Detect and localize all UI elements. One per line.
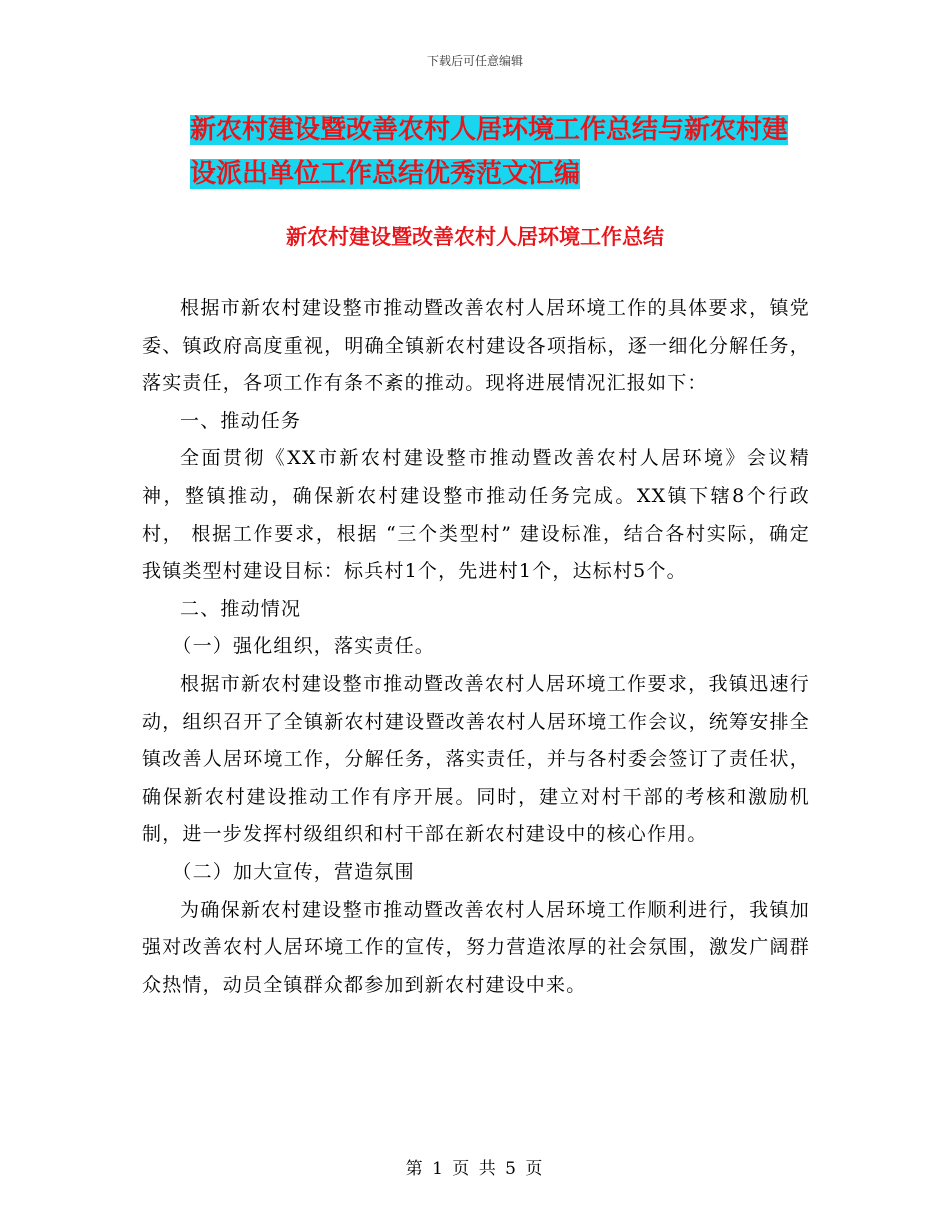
section-heading: 二、推动情况	[180, 597, 302, 620]
title-line-2: 设派出单位工作总结优秀范文汇编	[190, 159, 581, 189]
section-heading: 一、推动任务	[180, 409, 302, 432]
subsection-heading: （二）加大宣传，营造氛围	[172, 860, 415, 883]
subsection-heading: （一）强化组织，落实责任。	[172, 635, 435, 658]
section-title: 新农村建设暨改善农村人居环境工作总结	[286, 225, 664, 249]
page-footer: 第 1 页 共 5 页	[405, 1159, 545, 1179]
paragraph: 为确保新农村建设整市推动暨改善农村人居环境工作顺利进行，我镇加强对改善农村人居环境工作的宣传，努力营造浓厚的社会氛围，激发广阔群众热情，动员全镇群众都参加到新农村建设中来。	[142, 898, 810, 996]
title-line-1: 新农村建设暨改善农村人居环境工作总结与新农村建	[190, 115, 789, 145]
header-note: 下载后可任意编辑	[426, 54, 523, 68]
paragraph: 根据市新农村建设整市推动暨改善农村人居环境工作的具体要求，镇党委、镇政府高度重视，明确全镇新农村建设各项指标，逐一细化分解任务，落实责任，各项工作有条不紊的推动。现将进展情况汇报如下：	[142, 297, 810, 395]
paragraph: 全面贯彻《XX市新农村建设整市推动暨改善农村人居环境》会议精神，整镇推动，确保新农村建设整市推动任务完成。XX镇下辖8个行政村， 根据工作要求，根据 “三个类型村” 建设标准，结合各村实际，确定我镇类型村建设目标：标兵村1个，先进村1个，达标村5个。	[142, 447, 810, 583]
document-title	[190, 108, 830, 196]
document-body	[142, 290, 810, 1004]
paragraph: 根据市新农村建设整市推动暨改善农村人居环境工作要求，我镇迅速行动，组织召开了全镇新农村建设暨改善农村人居环境工作会议，统筹安排全镇改善人居环境工作，分解任务，落实责任，并与各村委会签订了责任状，确保新农村建设推动工作有序开展。同时，建立对村干部的考核和激励机制，进一步发挥村级组织和村干部在新农村建设中的核心作用。	[142, 672, 810, 846]
